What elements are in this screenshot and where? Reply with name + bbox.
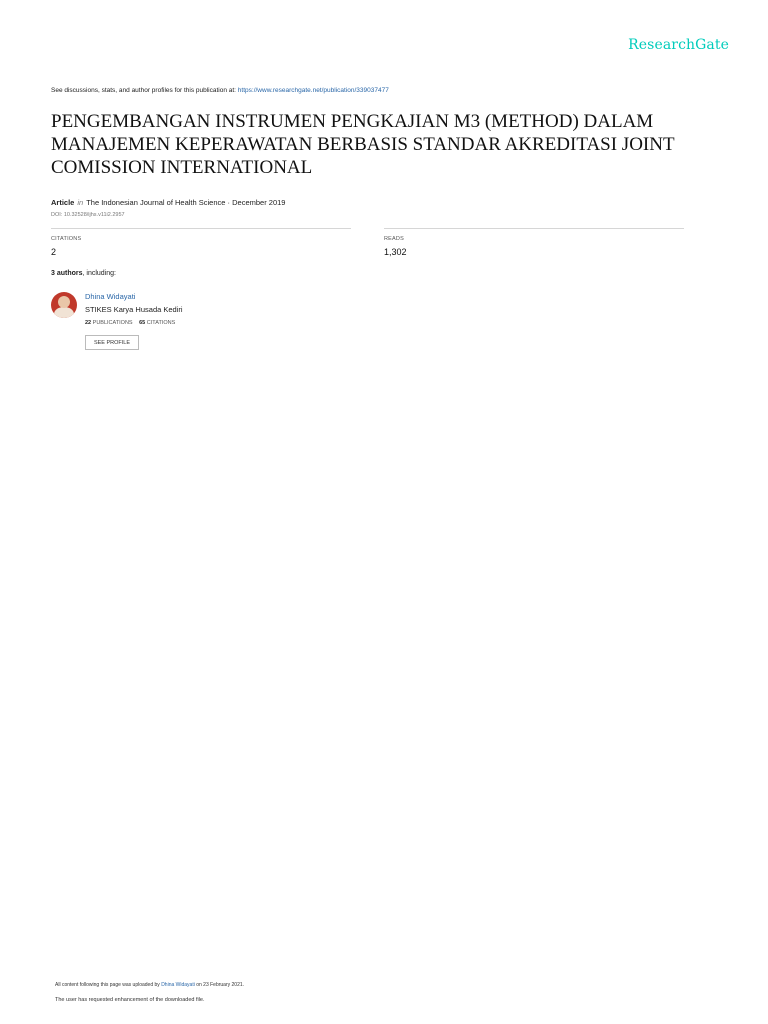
publication-title: PENGEMBANGAN INSTRUMEN PENGKAJIAN M3 (METHOD) DALAM MANAJEMEN KEPERAWATAN BERBASIS STANDAR AKREDITASI JOINT COMISSION INTERNATIONAL	[51, 111, 675, 178]
enhancement-note: The user has requested enhancement of the downloaded file.	[55, 997, 205, 1003]
publication-type: Article	[51, 198, 75, 207]
upload-prefix: All content following this page was uploaded by	[55, 982, 162, 988]
reads-value: 1,302	[384, 247, 407, 257]
author-institution: STIKES Karya Husada Kediri	[85, 305, 183, 314]
citations-value: 2	[51, 247, 57, 257]
publication-meta	[51, 198, 285, 207]
upload-suffix: on 23 February 2021.	[194, 982, 245, 988]
authors-including: , including:	[82, 270, 116, 277]
author-citations-label: CITATIONS	[146, 320, 176, 326]
authors-count: 3 authors	[51, 270, 83, 277]
author-name-link[interactable]: Dhina Widayati	[85, 292, 136, 301]
citations-label: CITATIONS	[51, 236, 82, 242]
reads-label: READS	[384, 236, 404, 242]
avatar-body-shape	[54, 307, 74, 318]
citations-stat	[51, 228, 351, 257]
discussion-line	[51, 87, 389, 94]
author-citations-count: 65	[139, 320, 146, 326]
publication-link[interactable]: https://www.researchgate.net/publication/339037477	[237, 87, 389, 94]
avatar[interactable]	[51, 292, 77, 318]
researchgate-logo[interactable]: ResearchGate	[628, 37, 729, 53]
uploader-link[interactable]: Dhina Widayati	[161, 982, 195, 988]
in-label: in	[77, 198, 84, 207]
see-profile-button[interactable]: SEE PROFILE	[85, 335, 139, 350]
upload-note	[55, 982, 244, 988]
author-stats	[85, 320, 175, 326]
reads-stat	[384, 228, 684, 257]
avatar-head-shape	[58, 296, 70, 308]
discussion-text: See discussions, stats, and author profiles for this publication at:	[51, 87, 238, 94]
authors-heading	[51, 270, 116, 277]
author-publications-count: 22	[85, 320, 92, 326]
author-publications-label: PUBLICATIONS	[92, 320, 133, 326]
publication-venue: The Indonesian Journal of Health Science · December 2019	[86, 198, 286, 207]
publication-doi: DOI: 10.32528/ijhs.v11i2.2957	[51, 212, 125, 218]
